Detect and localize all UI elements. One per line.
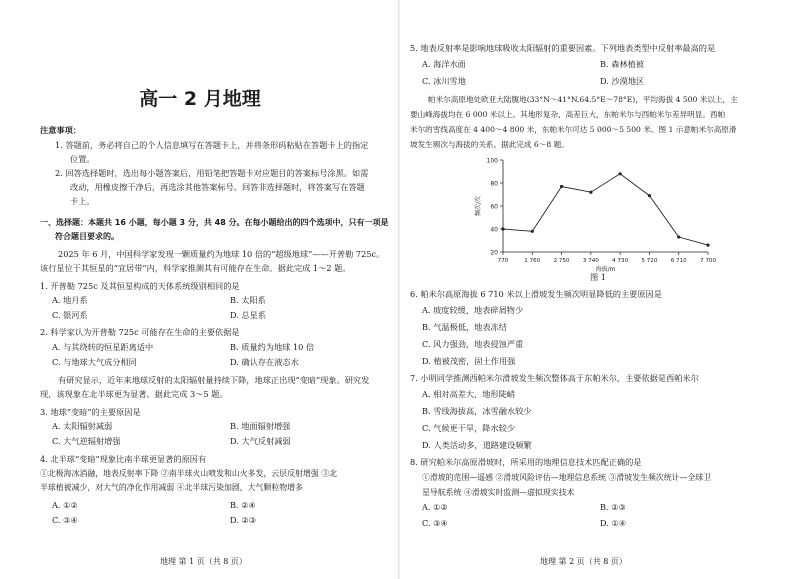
chart-x-tick-label: 7 700 — [699, 258, 717, 264]
passage1-line-2: 该行星位于其恒星的“宜居带”内，科学家推测其有可能存在生命。据此完成 1～2 题。 — [40, 263, 351, 273]
q3-stem: 3. 地球“变暗”的主要原因是 — [40, 407, 141, 417]
q6-option-d[interactable]: D. 植被茂密，固土作用强 — [422, 356, 516, 366]
passage1-line-1: 2025 年 6 月，中国科学家发现一颗质量约为地球 10 倍的“超级地球”——开普勒 725c。 — [58, 249, 385, 259]
q5-option-a[interactable]: A. 海洋水面 — [422, 59, 466, 69]
chart-data-point — [589, 191, 592, 194]
passage3-line-4: 坡发生频次与海拔的关系。据此完成 6～8 题。 — [410, 140, 569, 149]
chart-data-point — [531, 230, 534, 233]
q1-option-a[interactable]: A. 地月系 — [52, 295, 88, 305]
q5-option-b[interactable]: B. 森林植被 — [600, 59, 644, 69]
q7-option-d[interactable]: D. 人类活动多，道路建设频繁 — [422, 440, 532, 450]
note-line-1: 1. 答题前，务必将自己的个人信息填写在答题卡上，并将条形码粘贴在答题卡上的指定 — [55, 140, 369, 150]
q1-option-b[interactable]: B. 太阳系 — [230, 295, 266, 305]
q6-option-a[interactable]: A. 坡度较缓，地表碎屑物少 — [422, 305, 524, 315]
q2-option-c[interactable]: C. 与地球大气成分相同 — [52, 357, 137, 367]
q8-option-a[interactable]: A. ①② — [422, 502, 448, 512]
chart-data-point — [706, 244, 709, 247]
notes-heading: 注意事项： — [40, 125, 81, 135]
chart-x-tick-label: 3 740 — [582, 258, 599, 264]
q3-option-b[interactable]: B. 地面辐射增强 — [230, 421, 291, 431]
passage3-line-2: 要山峰海拔均在 6 000 米以上。其地形复杂，高差巨大，东帕米尔与西帕米尔差异明显。西帕 — [410, 110, 726, 119]
chart-y-tick-label: 20 — [490, 249, 498, 257]
q8-option-c[interactable]: C. ③④ — [422, 518, 448, 528]
chart-series-line — [503, 174, 708, 245]
q6-option-c[interactable]: C. 风力强劲，地表侵蚀严重 — [422, 339, 524, 349]
q7-option-a[interactable]: A. 相对高差大，地形陡峭 — [422, 389, 515, 399]
chart-data-point — [501, 227, 504, 230]
note-line-5: 卡上。 — [70, 196, 95, 206]
q4-statements-1: ①北极海冰消融，地表反射率下降 ②南半球火山喷发和山火多发，云层反射增强 ③北 — [40, 469, 337, 478]
chart-data-point — [560, 185, 563, 188]
q8-statements-2: 星导航系统 ④滑坡实时监测—虚拟现实技术 — [422, 488, 575, 497]
q2-stem: 2. 科学家认为开普勒 725c 可能存在生命的主要依据是 — [40, 327, 240, 337]
chart-x-tick-label: 770 — [497, 258, 509, 264]
passage2-line-2: 现，该现象在北半球更为显著。据此完成 3～5 题。 — [40, 389, 228, 399]
q8-stem: 8. 研究帕米尔高原滑坡时，所采用的地理信息技术匹配正确的是 — [410, 457, 642, 467]
page-footer-left: 地理 第 1 页（共 8 页） — [160, 557, 247, 566]
q1-option-c[interactable]: C. 银河系 — [52, 310, 88, 320]
q4-statements-2: 半球植被减少，对大气的净化作用减弱 ④北半球污染加剧，大气颗粒物增多 — [40, 483, 303, 492]
q8-option-b[interactable]: B. ②③ — [600, 502, 626, 512]
figure-caption: 图 1 — [590, 272, 606, 282]
passage2-line-1: 有研究显示，近年来地球反射的太阳辐射量持续下降，地球正出现“变暗”现象。研究发 — [58, 375, 370, 385]
note-line-4: 改动，用橡皮擦干净后，再选涂其他答案标号。回答非选择题时，将答案写在答题 — [70, 182, 365, 192]
q5-option-c[interactable]: C. 冰川雪地 — [422, 76, 466, 86]
q3-option-a[interactable]: A. 太阳辐射减弱 — [52, 421, 113, 431]
chart-x-axis-label: 海拔/m — [595, 266, 616, 273]
q8-option-d[interactable]: D. ①④ — [600, 518, 627, 528]
q2-option-a[interactable]: A. 与其绕转的恒星距离适中 — [52, 342, 154, 352]
q7-stem: 7. 小明同学推测西帕米尔滑坡发生频次整体高于东帕米尔，主要依据是西帕米尔 — [410, 373, 699, 383]
q7-option-b[interactable]: B. 雪线海拔高，冰雪融水较少 — [422, 406, 532, 416]
q5-option-d[interactable]: D. 沙漠地区 — [600, 76, 645, 86]
note-line-3: 2. 回答选择题时，选出每小题答案后，用铅笔把答题卡对应题目的答案标号涂黑。如需 — [55, 168, 369, 178]
q3-option-d[interactable]: D. 大气反射减弱 — [230, 436, 291, 446]
q2-option-d[interactable]: D. 确认存在液态水 — [230, 357, 299, 367]
chart-data-point — [619, 172, 622, 175]
q1-stem: 1. 开普勒 725c 及其恒星构成的天体系统级别相同的是 — [40, 281, 240, 291]
chart-y-axis-label: 频次/次 — [475, 195, 482, 217]
q1-option-d[interactable]: D. 总星系 — [230, 310, 267, 320]
chart-y-tick-label: 60 — [490, 203, 498, 211]
chart-x-tick-label: 4 730 — [612, 258, 629, 264]
q6-stem: 6. 帕米尔高原海拔 6 710 米以上滑坡发生频次明显降低的主要原因是 — [410, 289, 662, 299]
q4-option-b[interactable]: B. ②④ — [230, 500, 256, 510]
q4-option-c[interactable]: C. ③④ — [52, 515, 78, 525]
q8-statements-1: ①滑坡的范围—遥感 ②滑坡风险评估—地理信息系统 ③滑坡发生频次统计—全球卫 — [422, 473, 712, 482]
chart-data-point — [648, 194, 651, 197]
q4-option-d[interactable]: D. ②③ — [230, 515, 257, 525]
chart-data-point — [677, 235, 680, 238]
landslide-frequency-chart — [470, 152, 717, 273]
chart-x-tick-label: 2 750 — [553, 258, 570, 264]
passage3-line-1: 帕米尔高原地处欧亚大陆腹地(33°N～41°N,64.5°E～78°E)，平均海拔 4 500 米以上，主 — [428, 95, 738, 104]
chart-x-tick-label: 6 710 — [670, 258, 687, 264]
q7-option-c[interactable]: C. 气候更干旱，降水较少 — [422, 423, 516, 433]
q6-option-b[interactable]: B. 气温极低，地表冻结 — [422, 322, 507, 332]
page-title: 高一 2 月地理 — [139, 88, 261, 110]
chart-x-tick-label: 1 760 — [524, 258, 541, 264]
chart-x-tick-label: 5 720 — [641, 258, 658, 264]
note-line-2: 位置。 — [70, 154, 95, 164]
page-footer-right: 地理 第 2 页（共 8 页） — [540, 557, 627, 566]
section-heading-1: 一、选择题：本题共 16 小题，每小题 3 分，共 48 分。在每小题给出的四个选项中，只有一项是 — [40, 218, 389, 227]
q5-stem: 5. 地表反射率是影响地球吸收太阳辐射的重要因素。下列地表类型中反射率最高的是 — [410, 43, 716, 53]
q3-option-c[interactable]: C. 大气逆辐射增强 — [52, 436, 121, 446]
section-heading-2: 符合题目要求的。 — [55, 232, 119, 241]
right-page — [400, 0, 800, 579]
chart-y-tick-label: 40 — [490, 226, 498, 234]
q4-option-a[interactable]: A. ①② — [52, 500, 78, 510]
q2-option-b[interactable]: B. 质量约为地球 10 倍 — [230, 342, 315, 352]
q4-stem: 4. 北半球“变暗”现象比南半球更显著的原因有 — [40, 454, 207, 464]
passage3-line-3: 米尔的雪线高度在 4 400～4 800 米，东帕米尔可达 5 000～5 500 米。图 1 示意帕米尔高原滑 — [410, 125, 737, 134]
chart-y-tick-label: 100 — [486, 157, 498, 165]
chart-y-tick-label: 80 — [490, 180, 498, 188]
